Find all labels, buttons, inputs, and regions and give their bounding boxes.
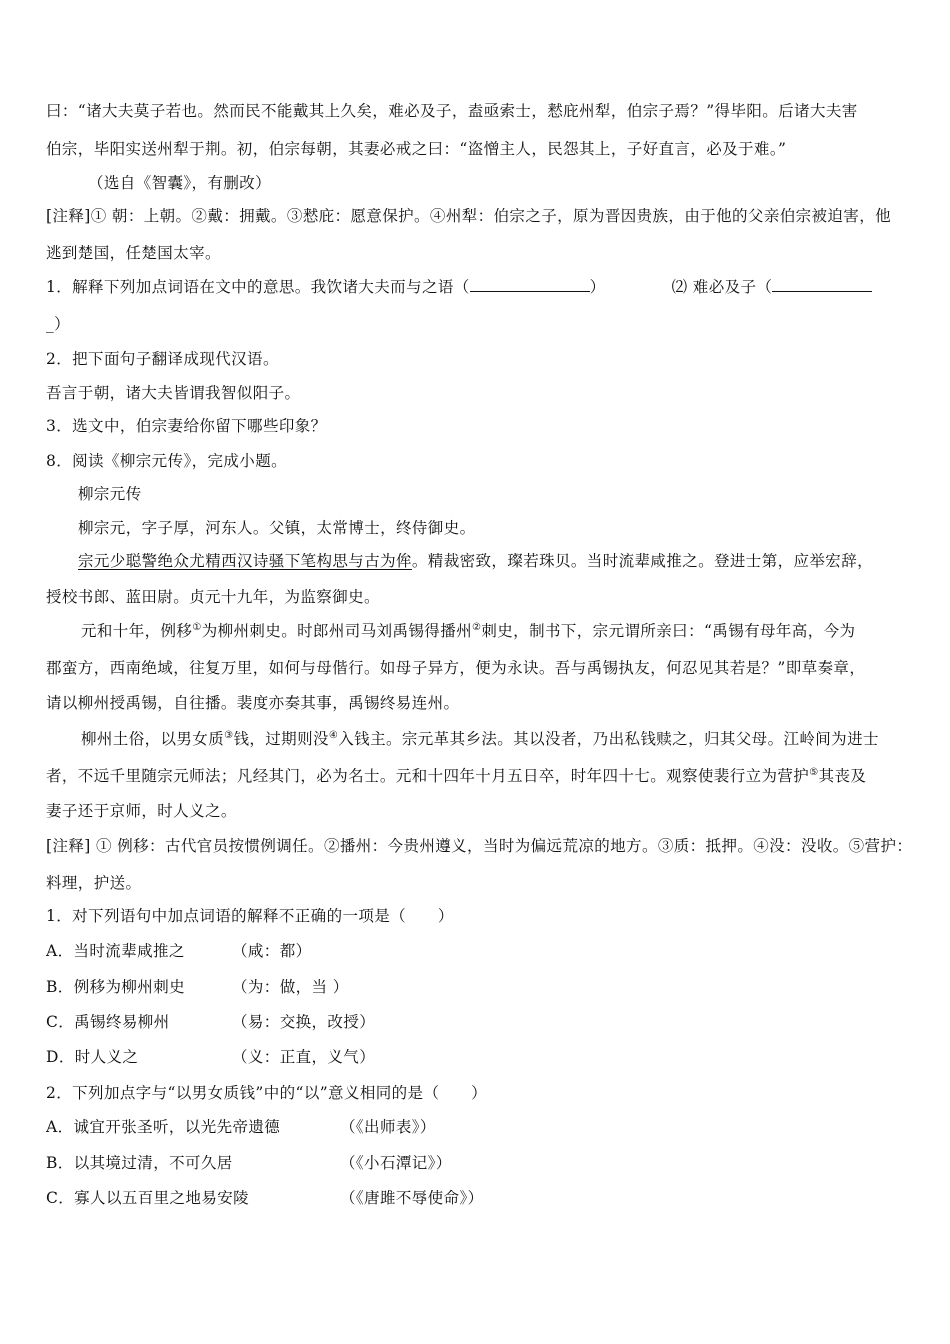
section8-p1: 柳宗元，字子厚，河东人。父镇，太常博士，终侍御史。	[78, 519, 476, 537]
q1-explain	[46, 277, 872, 297]
section8-p4-line2	[46, 766, 866, 786]
q1-close-paren: ）	[589, 278, 606, 296]
section8-p3-line1	[81, 621, 855, 641]
q8-2-option-c[interactable]: C．寡人以五百里之地易安陵	[46, 1189, 250, 1207]
footnote-marker-2: ②	[472, 621, 482, 633]
q8-1-option-a[interactable]: A．当时流辈咸推之	[46, 942, 185, 960]
answer-blank-1[interactable]	[470, 277, 590, 292]
p3-text-a: 元和十年，例移	[81, 622, 193, 640]
footnote-marker-4: ④	[328, 729, 339, 741]
answer-blank-2[interactable]	[772, 277, 872, 292]
q1-explain-text: 1．解释下列加点词语在文中的意思。我饮诸大夫而与之语（	[46, 278, 470, 296]
section8-p2-line1	[78, 551, 873, 571]
p3-text-b: 为柳州刺史。时郎州司马刘禹锡得播州	[201, 622, 472, 640]
p4-text-a: 柳州土俗，以男女质	[81, 730, 225, 748]
section8-p3-line2: 郡蛮方，西南绝域，往复万里，如何与母偕行。如母子异方，便为永诀。吾与禹锡执友，何忍见其若是？”即草奏章，	[46, 659, 866, 677]
footnote-marker-1: ①	[192, 621, 202, 633]
p4-text-e: 其丧及	[818, 767, 867, 785]
q8-1-option-b-note: （为：做，当 ）	[232, 978, 349, 996]
section8-p2-rest: 。精裁密致，璨若珠贝。当时流辈咸推之。登进士第，应举宏辞，	[411, 552, 874, 570]
passage1-note-line1: [注释]① 朝：上朝。②戴：拥戴。③慭庇：愿意保护。④州犁：伯宗之子，原为晋因贵族，由于他的父亲伯宗被迫害，他	[46, 207, 892, 225]
passage1-source: （选自《智囊》，有删改）	[88, 174, 272, 192]
q1-tail: _）	[46, 315, 71, 333]
underlined-sentence: 宗元少聪警绝众尤精西汉诗骚下笔构思与古为侔	[78, 552, 412, 570]
passage1-note-line2: 逃到楚国，任楚国太宰。	[46, 244, 221, 262]
q3-impression: 3．选文中，伯宗妻给你留下哪些印象？	[46, 417, 327, 435]
p4-text-b: 钱，过期则没	[233, 730, 329, 748]
section8-p4-line1	[81, 729, 879, 749]
footnote-marker-5: ⑤	[809, 766, 819, 778]
q2-sentence: 吾言于朝，诸大夫皆谓我智似阳子。	[46, 384, 301, 402]
q1-part2-text: ⑵ 难必及子（	[671, 278, 773, 296]
q8-2-option-b-note: （《小石潭记》）	[340, 1154, 452, 1172]
section8-p4-line3: 妻子还于京师，时人义之。	[46, 802, 237, 820]
q8-1-question: 1．对下列语句中加点词语的解释不正确的一项是（ ）	[46, 907, 454, 925]
section8-note-line1: [注释] ① 例移：古代官员按惯例调任。②播州：今贵州遵义，当时为偏远荒凉的地方。③质：抵押。④没：没收。⑤营护：	[46, 837, 913, 855]
q8-2-option-a[interactable]: A．诚宜开张圣听，以光先帝遗德	[46, 1118, 281, 1136]
footnote-marker-3: ③	[224, 729, 234, 741]
section8-p2-line2: 授校书郎、蓝田尉。贞元十九年，为监察御史。	[46, 588, 380, 606]
section8-p3-line3: 请以柳州授禹锡，自往播。裴度亦奏其事，禹锡终易连州。	[46, 694, 460, 712]
q8-2-option-a-note: （《出师表》）	[340, 1118, 436, 1136]
section8-title: 柳宗元传	[78, 485, 142, 503]
q8-1-option-c-note: （易：交换，改授）	[232, 1013, 376, 1031]
p4-text-d: 者，不远千里随宗元师法；凡经其门，必为名士。元和十四年十月五日卒，时年四十七。观察使裴行立为营护	[46, 767, 810, 785]
q8-1-option-a-note: （咸：都）	[232, 942, 312, 960]
q2-translate: 2．把下面句子翻译成现代汉语。	[46, 350, 279, 368]
q8-1-option-c[interactable]: C．禹锡终易柳州	[46, 1013, 170, 1031]
passage1-line2: 伯宗，毕阳实送州犁于荆。初，伯宗每朝，其妻必戒之曰：“盗憎主人，民怨其上，子好直言，必及于难。”	[46, 140, 787, 158]
passage1-line1: 曰：“诸大夫莫子若也。然而民不能戴其上久矣，难必及子，盍亟索士，慭庇州犁，伯宗子焉？”得毕阳。后诸大夫害	[46, 102, 858, 120]
q8-2-option-b[interactable]: B．以其境过清，不可久居	[46, 1154, 233, 1172]
q8-1-option-b[interactable]: B．例移为柳州刺史	[46, 978, 185, 996]
p3-text-c: 刺史，制书下，宗元谓所亲曰：“禹锡有母年高，今为	[481, 622, 856, 640]
p4-text-c: 入钱主。宗元革其乡法。其以没者，乃出私钱赎之，归其父母。江岭间为进士	[338, 730, 879, 748]
section8-note-line2: 料理，护送。	[46, 874, 142, 892]
q8-1-option-d[interactable]: D．时人义之	[46, 1048, 139, 1066]
q8-1-option-d-note: （义：正直，义气）	[232, 1048, 376, 1066]
section8-heading: 8．阅读《柳宗元传》，完成小题。	[46, 452, 288, 470]
q8-2-question: 2．下列加点字与“以男女质钱”中的“以”意义相同的是（ ）	[46, 1084, 488, 1102]
q8-2-option-c-note: （《唐雎不辱使命》）	[340, 1189, 484, 1207]
